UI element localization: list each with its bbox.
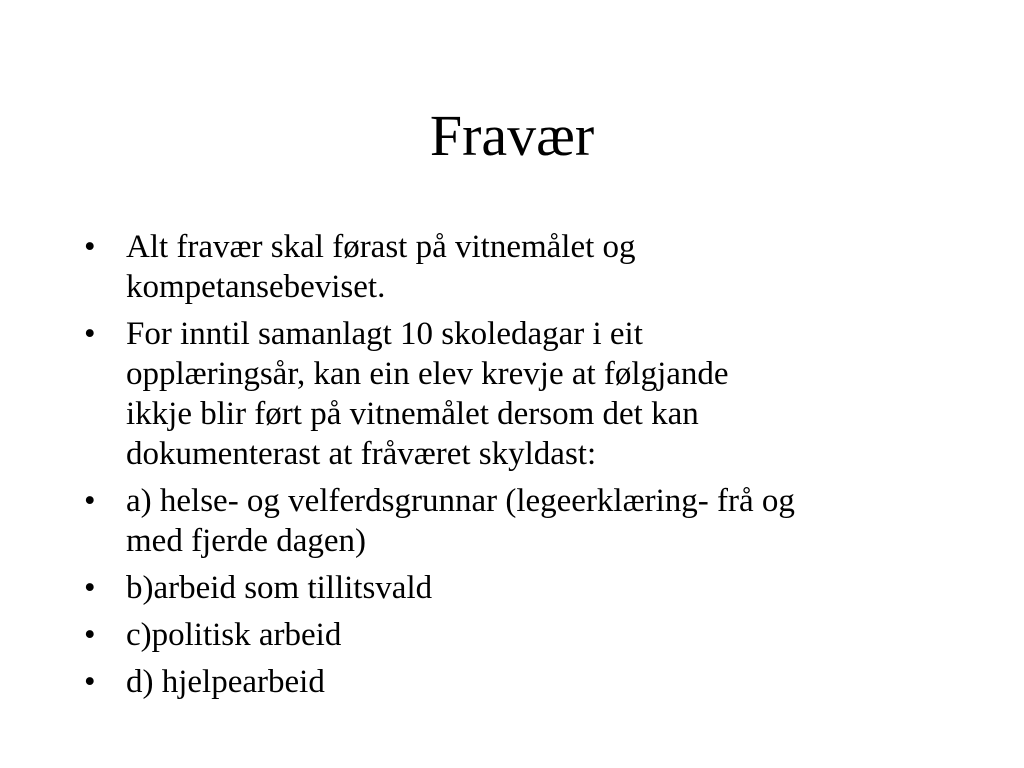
bullet-text-line: For inntil samanlagt 10 skoledagar i eit — [126, 316, 643, 352]
bullet-dot-icon: • — [84, 483, 96, 519]
bullet-dot-icon: • — [84, 229, 96, 265]
bullet-dot-icon: • — [84, 570, 96, 606]
slide-title: Fravær — [429, 103, 595, 168]
bullet-item — [84, 227, 964, 307]
bullet-item — [84, 568, 964, 608]
bullet-text-line: kompetansebeviset. — [126, 269, 386, 305]
bullet-dot-icon: • — [84, 617, 96, 653]
bullet-text-line: ikkje blir ført på vitnemålet dersom det kan — [126, 396, 699, 432]
bullet-text-line: a) helse- og velferdsgrunnar (legeerklæring- frå og — [126, 483, 795, 519]
bullet-item — [84, 481, 964, 561]
bullet-text-line: opplæringsår, kan ein elev krevje at følgjande — [126, 356, 729, 392]
bullet-item — [84, 615, 964, 655]
bullet-dot-icon: • — [84, 664, 96, 700]
bullet-item — [84, 314, 964, 474]
bullet-text-line: med fjerde dagen) — [126, 523, 367, 559]
bullet-dot-icon: • — [84, 316, 96, 352]
bullet-text-line: c)politisk arbeid — [126, 617, 342, 653]
bullet-text-line: Alt fravær skal førast på vitnemålet og — [126, 229, 636, 265]
bullet-text-line: d) hjelpearbeid — [126, 664, 325, 700]
bullet-text-line: b)arbeid som tillitsvald — [126, 570, 433, 606]
bullet-item — [84, 662, 964, 702]
bullet-list — [84, 227, 964, 709]
bullet-text-line: dokumenterast at fråværet skyldast: — [126, 436, 597, 472]
